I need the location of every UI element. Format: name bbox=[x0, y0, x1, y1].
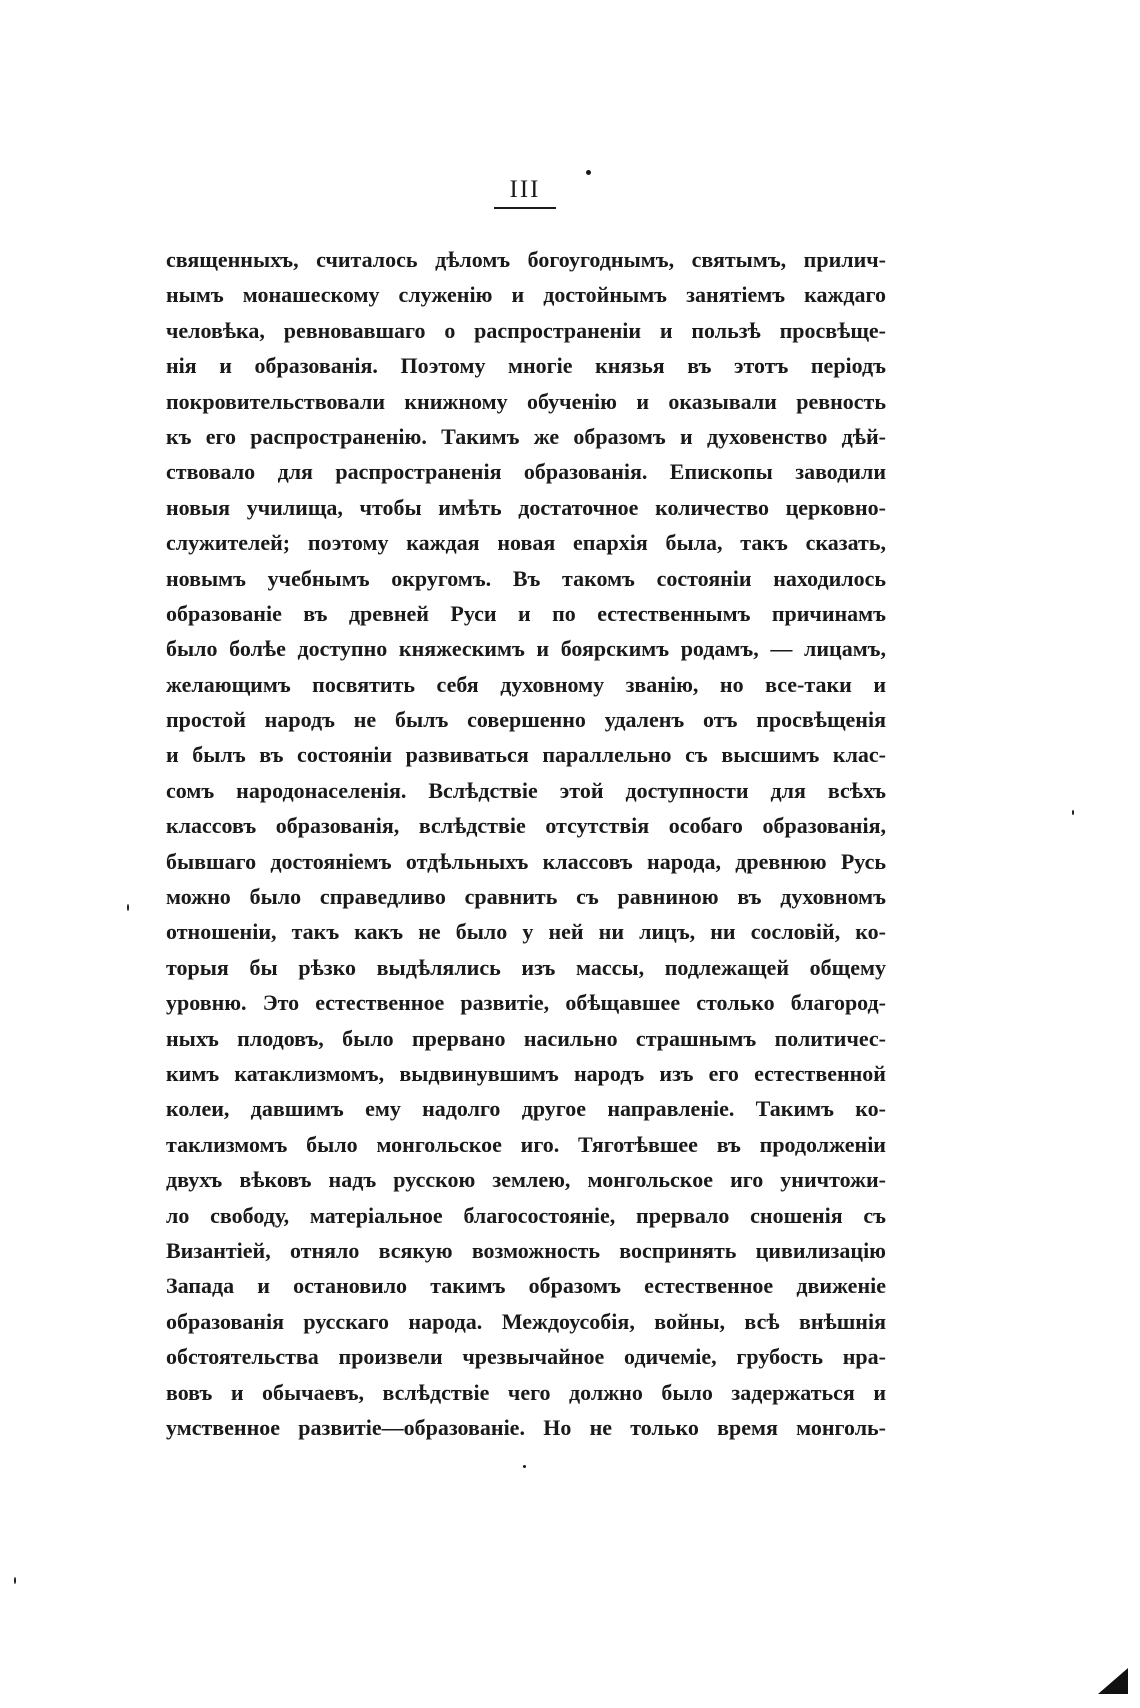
text-line: желающимъ посвятить себя духовному званію, но все-таки и bbox=[166, 671, 886, 697]
body-text bbox=[166, 242, 886, 1445]
text-line: человѣка, ревновавшаго о распространеніи и пользѣ просвѣще- bbox=[166, 317, 886, 343]
scan-corner-mark bbox=[1098, 1668, 1128, 1694]
text-line: священныхъ, считалось дѣломъ богоугоднымъ, святымъ, прилич- bbox=[166, 247, 886, 272]
text-line: Запада и остановило такимъ образомъ естественное движеніе bbox=[166, 1273, 886, 1299]
text-line: ло свободу, матеріальное благосостояніе, прервало сношенія съ bbox=[166, 1202, 886, 1228]
text-line: бывшаго достояніемъ отдѣльныхъ классовъ народа, древнюю Русь bbox=[166, 848, 886, 874]
scan-speck bbox=[127, 904, 129, 911]
text-line: сомъ народонаселенія. Вслѣдствіе этой доступности для всѣхъ bbox=[166, 777, 886, 803]
text-line: покровительствовали книжному обученію и оказывали ревность bbox=[166, 388, 886, 414]
text-line: кимъ катаклизмомъ, выдвинувшимъ народъ изъ его естественной bbox=[166, 1060, 886, 1086]
text-line: умственное развитіе—образованіе. Но не только время монголь- bbox=[166, 1414, 886, 1440]
page-number-rule bbox=[494, 207, 556, 209]
text-line: ствовало для распространенія образованія. Епископы заводили bbox=[166, 459, 886, 485]
text-line: нія и образованія. Поэтому многіе князья въ этотъ періодъ bbox=[166, 353, 886, 379]
text-line: отношеніи, такъ какъ не было у ней ни лицъ, ни сословій, ко- bbox=[166, 919, 886, 945]
text-line: двухъ вѣковъ надъ русскою землею, монгольское иго уничтожи- bbox=[166, 1167, 886, 1193]
text-line: таклизмомъ было монгольское иго. Тяготѣвшее въ продолженіи bbox=[166, 1131, 886, 1157]
text-line: нымъ монашескому служенію и достойнымъ занятіемъ каждаго bbox=[166, 282, 886, 308]
scan-speck bbox=[1072, 810, 1074, 815]
text-line: новыя училища, чтобы имѣть достаточное количество церковно- bbox=[166, 494, 886, 520]
text-line: колеи, давшимъ ему надолго другое направленіе. Такимъ ко- bbox=[166, 1096, 886, 1122]
scan-speck bbox=[14, 1577, 16, 1584]
text-line: Византіей, отняло всякую возможность воспринять цивилизацію bbox=[166, 1237, 886, 1263]
text-line: къ его распространенію. Такимъ же образомъ и духовенство дѣй- bbox=[166, 423, 886, 449]
text-line: образованія русскаго народа. Междоусобія, войны, всѣ внѣшнія bbox=[166, 1308, 886, 1334]
text-line: и былъ въ состояніи развиваться параллельно съ высшимъ клас- bbox=[166, 742, 886, 768]
text-line: можно было справедливо сравнить съ равниною въ духовномъ bbox=[166, 884, 886, 910]
text-line: новымъ учебнымъ округомъ. Въ такомъ состояніи находилось bbox=[166, 565, 886, 591]
text-line: уровню. Это естественное развитіе, обѣщавшее столько благород- bbox=[166, 990, 886, 1016]
text-line: классовъ образованія, вслѣдствіе отсутствія особаго образованія, bbox=[166, 813, 886, 839]
text-line: было болѣе доступно княжескимъ и боярскимъ родамъ, — лицамъ, bbox=[166, 636, 886, 662]
text-line: простой народъ не былъ совершенно удаленъ отъ просвѣщенія bbox=[166, 707, 886, 733]
scan-speck bbox=[586, 170, 591, 175]
text-line: вовъ и обычаевъ, вслѣдствіе чего должно было задержаться и bbox=[166, 1379, 886, 1405]
text-line: ныхъ плодовъ, было прервано насильно страшнымъ политичес- bbox=[166, 1025, 886, 1051]
text-line: торыя бы рѣзко выдѣлялись изъ массы, подлежащей общему bbox=[166, 954, 886, 980]
text-line: образованіе въ древней Руси и по естественнымъ причинамъ bbox=[166, 600, 886, 626]
page-number: III bbox=[509, 176, 541, 203]
text-line: обстоятельства произвели чрезвычайное одичеміе, грубость нра- bbox=[166, 1344, 886, 1370]
text-line: служителей; поэтому каждая новая епархія была, такъ сказать, bbox=[166, 530, 886, 556]
scan-speck bbox=[523, 1465, 526, 1468]
